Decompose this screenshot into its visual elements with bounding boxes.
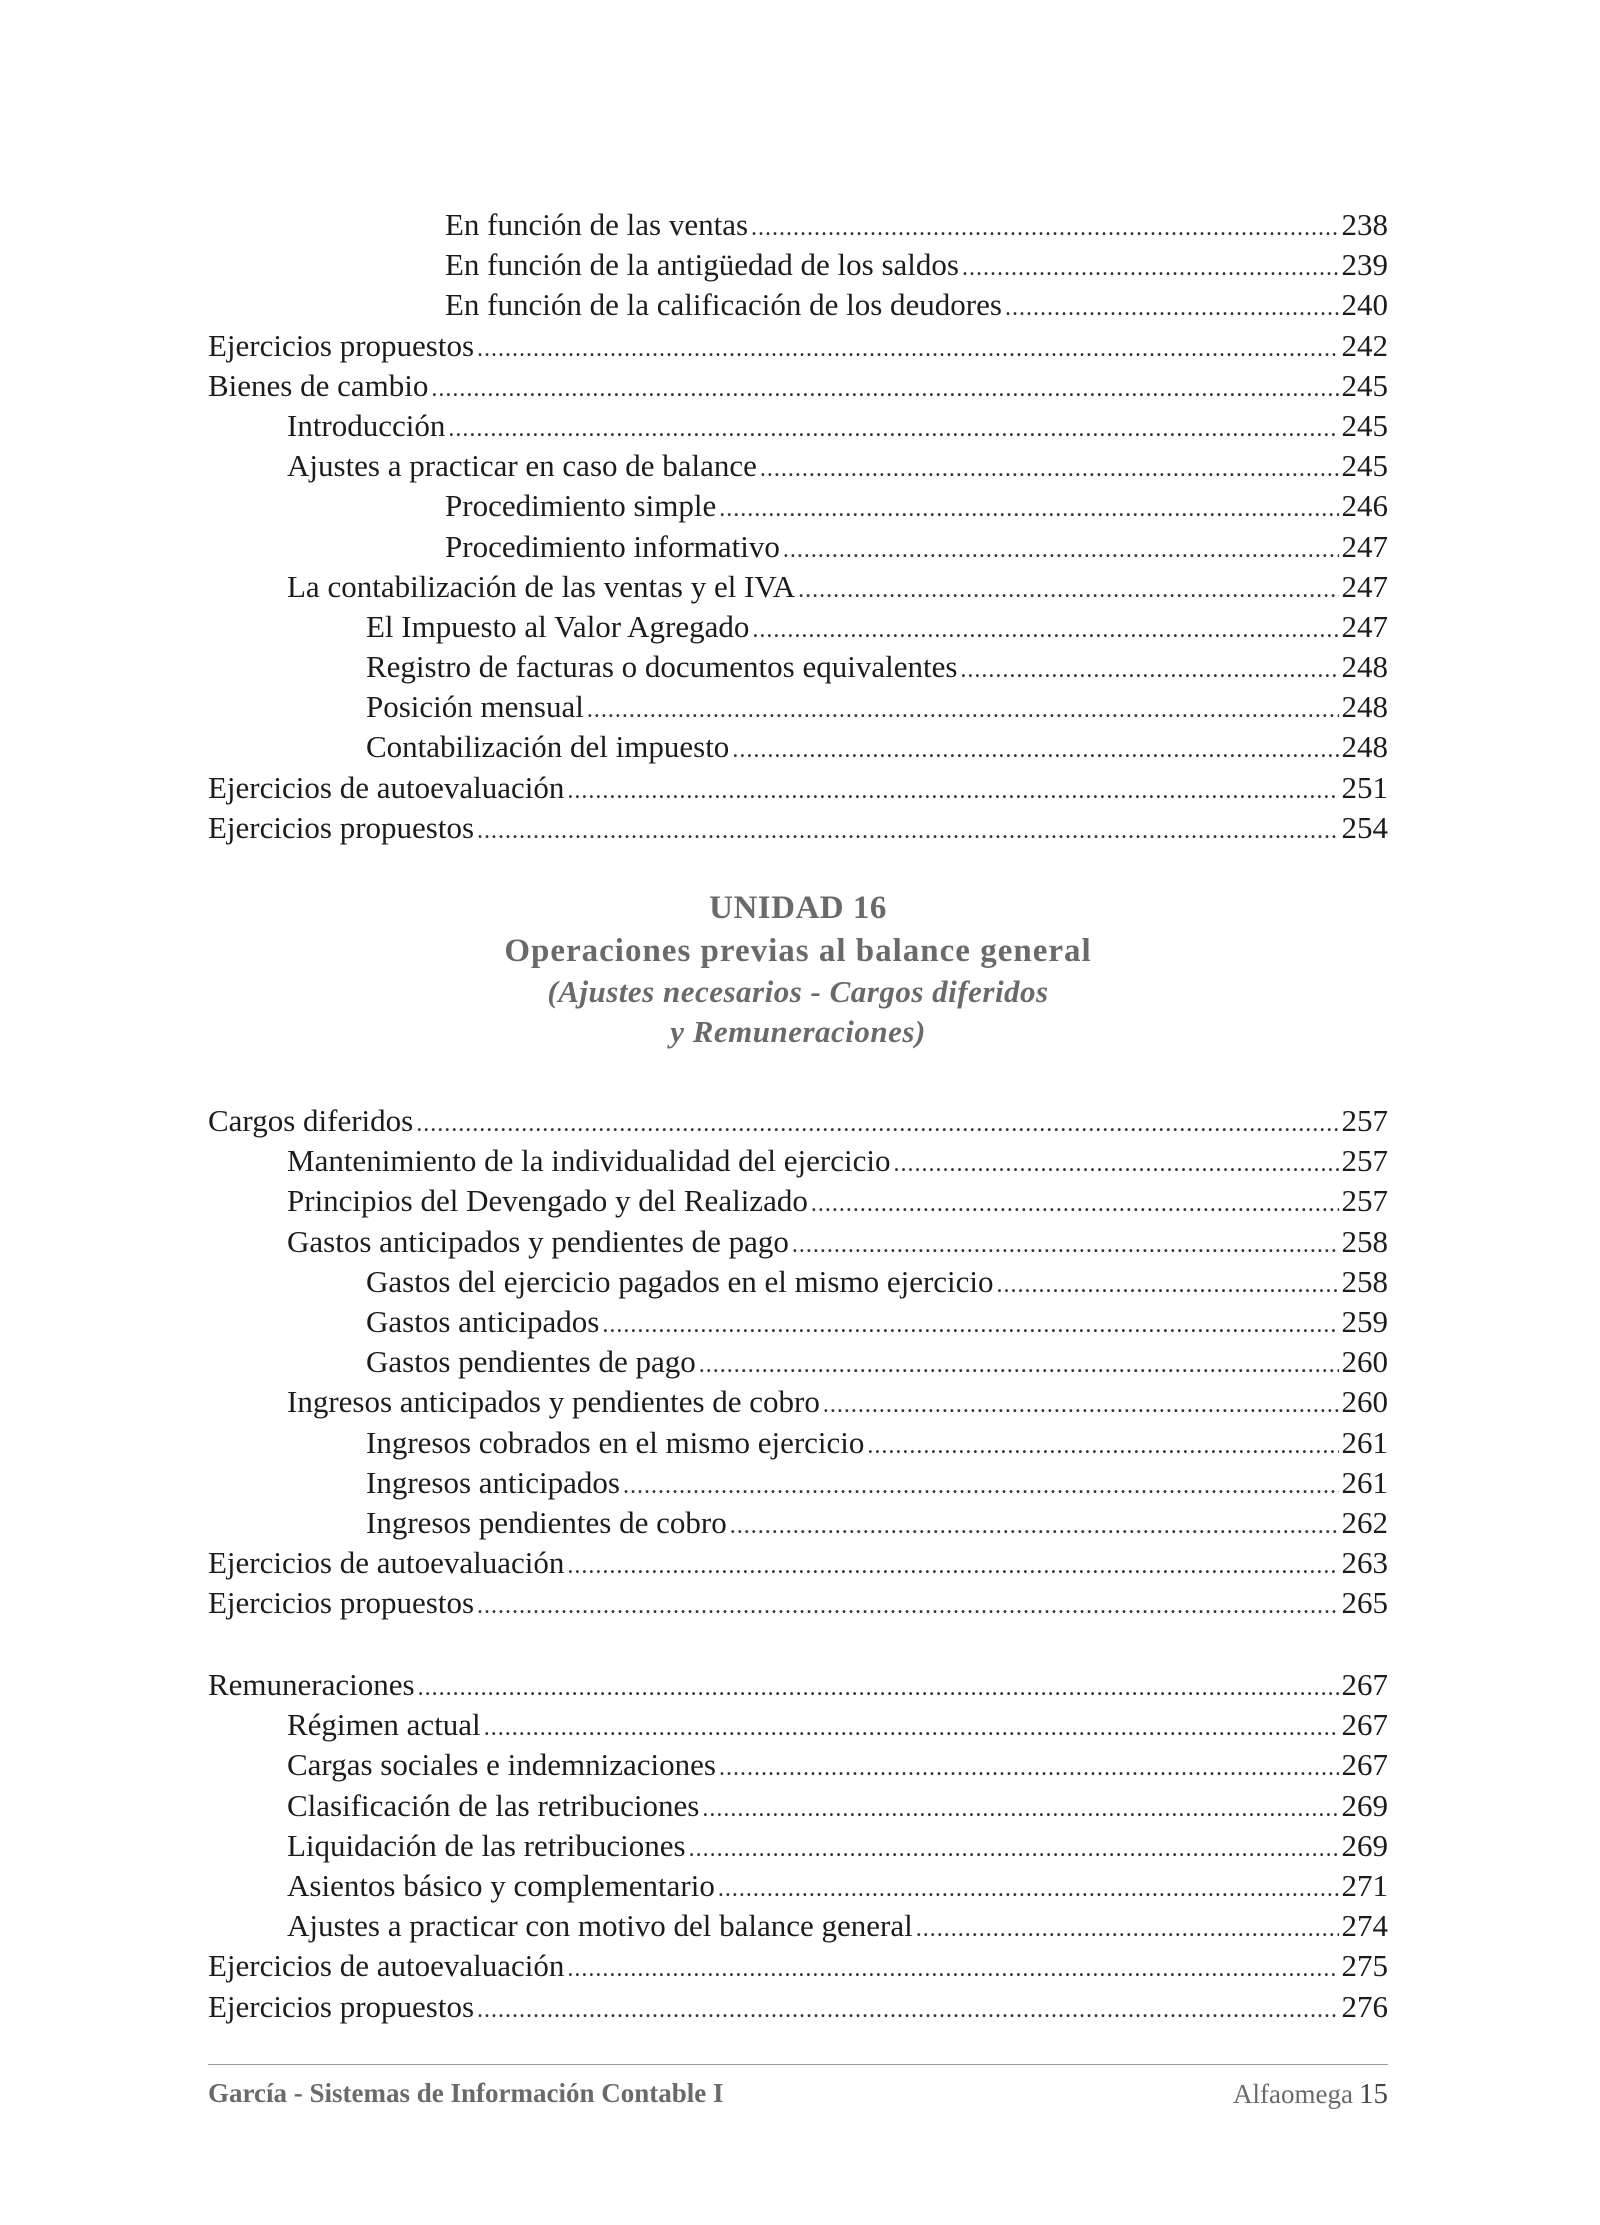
toc-entry-title: Ingresos anticipados bbox=[366, 1464, 620, 1500]
dot-leader bbox=[567, 1546, 1338, 1586]
toc-entry bbox=[208, 1222, 1388, 1262]
toc-entry bbox=[208, 607, 1388, 647]
dot-leader bbox=[416, 1104, 1338, 1144]
dot-leader bbox=[732, 730, 1338, 770]
toc-entry-page-number: 274 bbox=[1341, 1908, 1388, 1944]
toc-entry bbox=[208, 1745, 1388, 1785]
toc-entry bbox=[208, 1181, 1388, 1221]
toc-entry-page-number: 265 bbox=[1341, 1585, 1388, 1621]
footer-book-title: García - Sistemas de Información Contable I bbox=[208, 2078, 724, 2108]
toc-entry-title: Ejercicios de autoevaluación bbox=[208, 769, 565, 805]
dot-leader bbox=[752, 610, 1338, 650]
toc-entry-page-number: 262 bbox=[1341, 1504, 1388, 1540]
toc-entry-page-number: 242 bbox=[1341, 327, 1388, 363]
footer-page-info bbox=[1233, 2078, 1388, 2111]
toc-entry-page-number: 245 bbox=[1341, 367, 1388, 403]
unit-number: UNIDAD 16 bbox=[709, 890, 887, 926]
toc-entry bbox=[208, 406, 1388, 446]
toc-entry bbox=[208, 245, 1388, 285]
toc-entry-title: En función de la antigüedad de los saldos bbox=[445, 247, 959, 283]
toc-entry-title: Bienes de cambio bbox=[208, 367, 429, 403]
toc-entry bbox=[208, 1906, 1388, 1946]
toc-entry bbox=[208, 527, 1388, 567]
toc-entry bbox=[208, 1705, 1388, 1745]
toc-entry bbox=[208, 1141, 1388, 1181]
toc-entry-page-number: 267 bbox=[1341, 1747, 1388, 1783]
toc-entry bbox=[208, 647, 1388, 687]
toc-section-remuneraciones bbox=[208, 1665, 1388, 2027]
toc-entry-page-number: 257 bbox=[1341, 1183, 1388, 1219]
dot-leader bbox=[916, 1909, 1339, 1949]
toc-entry-title: Cargas sociales e indemnizaciones bbox=[287, 1747, 716, 1783]
toc-entry-title: Registro de facturas o documentos equivalentes bbox=[366, 649, 958, 685]
dot-leader bbox=[567, 1949, 1338, 1989]
toc-entry-title: Ingresos anticipados y pendientes de cobro bbox=[287, 1384, 820, 1420]
dot-leader bbox=[867, 1426, 1338, 1466]
dot-leader bbox=[760, 449, 1339, 489]
toc-entry-title: Ingresos cobrados en el mismo ejercicio bbox=[366, 1424, 865, 1460]
dot-leader bbox=[792, 1225, 1339, 1265]
dot-leader bbox=[477, 1990, 1338, 2030]
toc-entry bbox=[208, 366, 1388, 406]
toc-entry-page-number: 248 bbox=[1341, 729, 1388, 765]
toc-entry-page-number: 258 bbox=[1341, 1263, 1388, 1299]
toc-entry bbox=[208, 1101, 1388, 1141]
dot-leader bbox=[893, 1144, 1338, 1184]
toc-entry-title: Posición mensual bbox=[366, 689, 584, 725]
toc-entry-page-number: 240 bbox=[1341, 287, 1388, 323]
toc-entry-title: Ajustes a practicar en caso de balance bbox=[287, 448, 757, 484]
dot-leader bbox=[623, 1466, 1339, 1506]
dot-leader bbox=[587, 690, 1339, 730]
toc-entry bbox=[208, 1946, 1388, 1986]
toc-entry bbox=[208, 1382, 1388, 1422]
toc-entry bbox=[208, 567, 1388, 607]
dot-leader bbox=[477, 329, 1338, 369]
toc-entry-page-number: 248 bbox=[1341, 689, 1388, 725]
dot-leader bbox=[418, 1668, 1339, 1708]
toc-entry-page-number: 245 bbox=[1341, 407, 1388, 443]
toc-entry bbox=[208, 205, 1388, 245]
toc-entry-title: Ejercicios propuestos bbox=[208, 1988, 475, 2024]
dot-leader bbox=[477, 1586, 1338, 1626]
toc-entry bbox=[208, 1786, 1388, 1826]
footer-page-number: 15 bbox=[1359, 2078, 1388, 2110]
footer-publisher: Alfaomega bbox=[1233, 2079, 1353, 2109]
toc-entry bbox=[208, 1302, 1388, 1342]
toc-entry-page-number: 267 bbox=[1341, 1667, 1388, 1702]
toc-entry-page-number: 245 bbox=[1341, 448, 1388, 484]
toc-entry-page-number: 248 bbox=[1341, 649, 1388, 685]
toc-entry-page-number: 261 bbox=[1341, 1464, 1388, 1500]
toc-entry bbox=[208, 1826, 1388, 1866]
footer-divider bbox=[208, 2064, 1388, 2065]
toc-entry-page-number: 247 bbox=[1341, 608, 1388, 644]
toc-entry-title: La contabilización de las ventas y el IVA bbox=[287, 568, 796, 604]
dot-leader bbox=[689, 1829, 1339, 1869]
toc-entry-title: Cargos diferidos bbox=[208, 1103, 414, 1138]
toc-entry-title: Ejercicios propuestos bbox=[208, 327, 475, 363]
dot-leader bbox=[719, 1748, 1339, 1788]
toc-entry bbox=[208, 1583, 1388, 1623]
toc-entry-title: Remuneraciones bbox=[208, 1667, 415, 1702]
toc-entry-page-number: 238 bbox=[1341, 207, 1388, 242]
dot-leader bbox=[431, 369, 1338, 409]
toc-entry-page-number: 263 bbox=[1341, 1545, 1388, 1581]
toc-entry-title: Régimen actual bbox=[287, 1707, 481, 1743]
toc-entry bbox=[208, 808, 1388, 848]
toc-entry bbox=[208, 1423, 1388, 1463]
toc-entry-title: Ajustes a practicar con motivo del balance general bbox=[287, 1908, 913, 1944]
dot-leader bbox=[567, 771, 1338, 811]
toc-entry-page-number: 258 bbox=[1341, 1223, 1388, 1259]
toc-section-cargos-diferidos bbox=[208, 1101, 1388, 1623]
toc-entry-title: Gastos anticipados y pendientes de pago bbox=[287, 1223, 789, 1259]
toc-entry-title: El Impuesto al Valor Agregado bbox=[366, 608, 750, 644]
toc-entry bbox=[208, 326, 1388, 366]
dot-leader bbox=[718, 1869, 1339, 1909]
toc-entry-page-number: 246 bbox=[1341, 488, 1388, 524]
dot-leader bbox=[960, 650, 1338, 690]
unit-subtitle-line1: (Ajustes necesarios - Cargos diferidos bbox=[547, 974, 1049, 1009]
toc-entry-title: Clasificación de las retribuciones bbox=[287, 1787, 700, 1823]
toc-entry bbox=[208, 1503, 1388, 1543]
dot-leader bbox=[783, 530, 1339, 570]
toc-entry-title: Contabilización del impuesto bbox=[366, 729, 730, 765]
toc-entry-page-number: 261 bbox=[1341, 1424, 1388, 1460]
toc-entry-title: Ejercicios propuestos bbox=[208, 1585, 475, 1621]
dot-leader bbox=[477, 811, 1338, 851]
dot-leader bbox=[811, 1184, 1339, 1224]
toc-entry-title: Procedimiento informativo bbox=[445, 528, 780, 564]
dot-leader bbox=[1005, 288, 1339, 328]
toc-entry-page-number: 257 bbox=[1341, 1103, 1388, 1138]
toc-entry bbox=[208, 1342, 1388, 1382]
toc-entry-page-number: 257 bbox=[1341, 1143, 1388, 1179]
toc-entry-title: Ingresos pendientes de cobro bbox=[366, 1504, 727, 1540]
toc-entry-page-number: 271 bbox=[1341, 1867, 1388, 1903]
toc-section-bienes bbox=[208, 205, 1388, 848]
toc-entry bbox=[208, 1262, 1388, 1302]
dot-leader bbox=[699, 1345, 1339, 1385]
toc-entry bbox=[208, 687, 1388, 727]
toc-entry bbox=[208, 1987, 1388, 2027]
toc-entry-page-number: 239 bbox=[1341, 247, 1388, 283]
toc-entry-page-number: 267 bbox=[1341, 1707, 1388, 1743]
toc-entry-title: Ejercicios de autoevaluación bbox=[208, 1545, 565, 1581]
unit-title: Operaciones previas al balance general bbox=[504, 933, 1092, 969]
toc-entry-title: En función de la calificación de los deudores bbox=[445, 287, 1002, 323]
toc-entry bbox=[208, 1866, 1388, 1906]
toc-entry-title: Principios del Devengado y del Realizado bbox=[287, 1183, 808, 1219]
toc-entry-title: Gastos del ejercicio pagados en el mismo ejercicio bbox=[366, 1263, 994, 1299]
dot-leader bbox=[448, 409, 1338, 449]
toc-entry-title: Liquidación de las retribuciones bbox=[287, 1827, 686, 1863]
toc-entry-page-number: 251 bbox=[1341, 769, 1388, 805]
toc-entry-page-number: 269 bbox=[1341, 1827, 1388, 1863]
unit-heading bbox=[208, 886, 1388, 1052]
dot-leader bbox=[702, 1789, 1338, 1829]
dot-leader bbox=[730, 1506, 1339, 1546]
toc-entry-page-number: 247 bbox=[1341, 568, 1388, 604]
toc-entry-title: En función de las ventas bbox=[445, 207, 749, 242]
toc-entry-page-number: 259 bbox=[1341, 1303, 1388, 1339]
toc-entry-title: Ejercicios de autoevaluación bbox=[208, 1948, 565, 1984]
dot-leader bbox=[962, 248, 1339, 288]
toc-entry-page-number: 260 bbox=[1341, 1344, 1388, 1380]
toc-entry-title: Gastos pendientes de pago bbox=[366, 1344, 696, 1380]
toc-entry-page-number: 276 bbox=[1341, 1988, 1388, 2024]
toc-entry bbox=[208, 727, 1388, 767]
dot-leader bbox=[823, 1385, 1339, 1425]
toc-entry bbox=[208, 768, 1388, 808]
toc-entry bbox=[208, 446, 1388, 486]
toc-entry-page-number: 254 bbox=[1341, 809, 1388, 845]
toc-entry-page-number: 275 bbox=[1341, 1948, 1388, 1984]
toc-entry-title: Asientos básico y complementario bbox=[287, 1867, 715, 1903]
toc-entry-page-number: 260 bbox=[1341, 1384, 1388, 1420]
toc-entry bbox=[208, 486, 1388, 526]
toc-entry bbox=[208, 1543, 1388, 1583]
toc-entry-title: Introducción bbox=[287, 407, 446, 443]
toc-entry bbox=[208, 1665, 1388, 1705]
unit-subtitle-line2: y Remuneraciones) bbox=[670, 1014, 926, 1049]
dot-leader bbox=[997, 1265, 1339, 1305]
dot-leader bbox=[751, 208, 1338, 248]
toc-entry-title: Ejercicios propuestos bbox=[208, 809, 475, 845]
toc-entry-title: Mantenimiento de la individualidad del ejercicio bbox=[287, 1143, 891, 1179]
dot-leader bbox=[602, 1305, 1338, 1345]
toc-entry bbox=[208, 285, 1388, 325]
toc-entry bbox=[208, 1463, 1388, 1503]
dot-leader bbox=[798, 570, 1338, 610]
toc-entry-page-number: 269 bbox=[1341, 1787, 1388, 1823]
dot-leader bbox=[719, 489, 1338, 529]
toc-entry-page-number: 247 bbox=[1341, 528, 1388, 564]
toc-entry-title: Procedimiento simple bbox=[445, 488, 717, 524]
toc-entry-title: Gastos anticipados bbox=[366, 1303, 600, 1339]
dot-leader bbox=[484, 1708, 1339, 1748]
